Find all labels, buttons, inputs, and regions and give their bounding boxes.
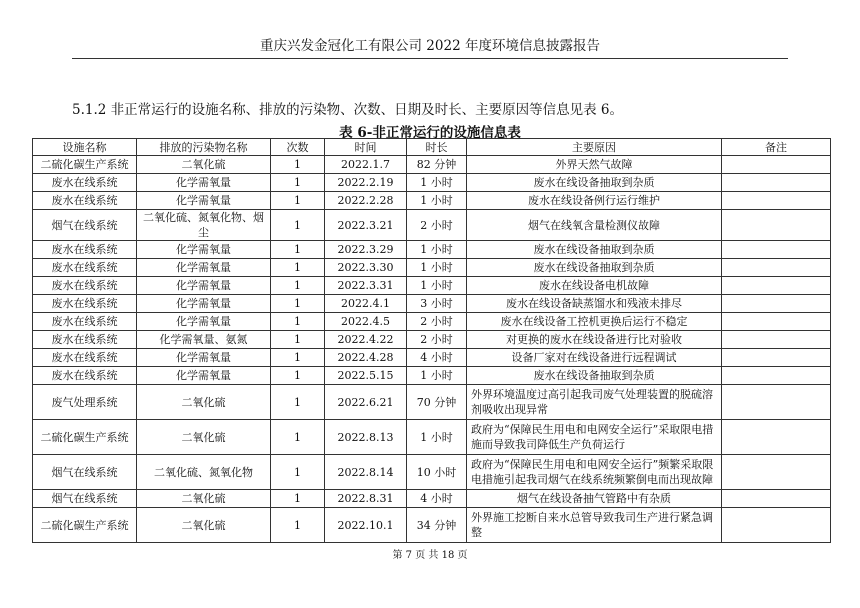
cell-reason: 设备厂家对在线设备进行远程调试 <box>467 349 722 367</box>
cell-pollutant: 二氧化硫 <box>137 156 271 174</box>
cell-date: 2022.6.21 <box>325 385 407 420</box>
cell-date: 2022.10.1 <box>325 508 407 543</box>
cell-duration: 2 小时 <box>407 313 467 331</box>
cell-duration: 1 小时 <box>407 367 467 385</box>
cell-reason: 外界环境温度过高引起我司废气处理装置的脱硫溶剂吸收出现异常 <box>467 385 722 420</box>
cell-pollutant: 化学需氧量 <box>137 367 271 385</box>
cell-date: 2022.2.19 <box>325 174 407 192</box>
cell-count: 1 <box>271 420 325 455</box>
header-divider <box>72 58 788 59</box>
cell-pollutant: 二氧化硫 <box>137 490 271 508</box>
cell-count: 1 <box>271 192 325 210</box>
table-row <box>33 455 831 490</box>
table-row <box>33 313 831 331</box>
cell-facility: 废水在线系统 <box>33 277 137 295</box>
cell-facility: 废水在线系统 <box>33 313 137 331</box>
cell-count: 1 <box>271 367 325 385</box>
table-row <box>33 508 831 543</box>
header-pollutant: 排放的污染物名称 <box>137 139 271 156</box>
cell-date: 2022.8.14 <box>325 455 407 490</box>
cell-count: 1 <box>271 455 325 490</box>
cell-facility: 烟气在线系统 <box>33 490 137 508</box>
page-header-title: 重庆兴发金冠化工有限公司 2022 年度环境信息披露报告 <box>260 38 600 54</box>
cell-date: 2022.4.22 <box>325 331 407 349</box>
cell-count: 1 <box>271 313 325 331</box>
cell-date: 2022.8.13 <box>325 420 407 455</box>
cell-date: 2022.3.30 <box>325 259 407 277</box>
cell-remarks <box>722 331 831 349</box>
cell-pollutant: 化学需氧量 <box>137 277 271 295</box>
cell-date: 2022.4.28 <box>325 349 407 367</box>
cell-pollutant: 化学需氧量 <box>137 313 271 331</box>
cell-duration: 1 小时 <box>407 277 467 295</box>
cell-duration: 82 分钟 <box>407 156 467 174</box>
table-row <box>33 192 831 210</box>
cell-facility: 烟气在线系统 <box>33 455 137 490</box>
cell-facility: 废水在线系统 <box>33 259 137 277</box>
cell-duration: 10 小时 <box>407 455 467 490</box>
table-row <box>33 210 831 241</box>
cell-pollutant: 化学需氧量 <box>137 349 271 367</box>
cell-remarks <box>722 156 831 174</box>
cell-date: 2022.3.31 <box>325 277 407 295</box>
table-row <box>33 349 831 367</box>
cell-remarks <box>722 313 831 331</box>
table-body <box>33 156 831 543</box>
cell-duration: 3 小时 <box>407 295 467 313</box>
cell-reason: 对更换的废水在线设备进行比对验收 <box>467 331 722 349</box>
cell-pollutant: 二氧化硫、氮氧化物、烟尘 <box>137 210 271 241</box>
cell-reason: 废水在线设备抽取到杂质 <box>467 174 722 192</box>
cell-remarks <box>722 295 831 313</box>
table-header-row <box>33 139 831 156</box>
cell-pollutant: 化学需氧量 <box>137 259 271 277</box>
cell-pollutant: 二氧化硫 <box>137 385 271 420</box>
table-row <box>33 259 831 277</box>
cell-facility: 烟气在线系统 <box>33 210 137 241</box>
header-facility: 设施名称 <box>33 139 137 156</box>
cell-remarks <box>722 349 831 367</box>
cell-pollutant: 二氧化硫 <box>137 508 271 543</box>
table-row <box>33 241 831 259</box>
cell-reason: 废水在线设备工控机更换后运行不稳定 <box>467 313 722 331</box>
cell-facility: 废水在线系统 <box>33 192 137 210</box>
cell-count: 1 <box>271 295 325 313</box>
header-duration: 时长 <box>407 139 467 156</box>
cell-facility: 废水在线系统 <box>33 241 137 259</box>
cell-remarks <box>722 367 831 385</box>
cell-facility: 废水在线系统 <box>33 367 137 385</box>
cell-duration: 1 小时 <box>407 241 467 259</box>
cell-reason: 外界天然气故障 <box>467 156 722 174</box>
cell-remarks <box>722 420 831 455</box>
cell-duration: 4 小时 <box>407 490 467 508</box>
cell-date: 2022.2.28 <box>325 192 407 210</box>
cell-duration: 70 分钟 <box>407 385 467 420</box>
cell-count: 1 <box>271 259 325 277</box>
cell-remarks <box>722 210 831 241</box>
table-row <box>33 385 831 420</box>
cell-date: 2022.5.15 <box>325 367 407 385</box>
cell-pollutant: 二氧化硫 <box>137 420 271 455</box>
cell-date: 2022.1.7 <box>325 156 407 174</box>
table-row <box>33 174 831 192</box>
cell-count: 1 <box>271 156 325 174</box>
header-remarks: 备注 <box>722 139 831 156</box>
cell-reason: 烟气在线设备抽气管路中有杂质 <box>467 490 722 508</box>
cell-pollutant: 二氧化硫、氮氧化物 <box>137 455 271 490</box>
cell-date: 2022.4.1 <box>325 295 407 313</box>
cell-duration: 1 小时 <box>407 192 467 210</box>
cell-facility: 废水在线系统 <box>33 174 137 192</box>
cell-duration: 2 小时 <box>407 210 467 241</box>
cell-duration: 4 小时 <box>407 349 467 367</box>
table-row <box>33 490 831 508</box>
abnormal-facilities-table <box>32 138 831 543</box>
page-footer: 第 7 页 共 18 页 <box>392 550 468 561</box>
cell-reason: 废水在线设备缺蒸馏水和残液未排尽 <box>467 295 722 313</box>
cell-reason: 废水在线设备抽取到杂质 <box>467 241 722 259</box>
cell-date: 2022.3.21 <box>325 210 407 241</box>
cell-remarks <box>722 277 831 295</box>
cell-remarks <box>722 259 831 277</box>
cell-count: 1 <box>271 349 325 367</box>
cell-facility: 二硫化碳生产系统 <box>33 156 137 174</box>
cell-remarks <box>722 241 831 259</box>
cell-facility: 废水在线系统 <box>33 331 137 349</box>
cell-facility: 二硫化碳生产系统 <box>33 420 137 455</box>
cell-reason: 废水在线设备电机故障 <box>467 277 722 295</box>
cell-duration: 1 小时 <box>407 174 467 192</box>
table-row <box>33 156 831 174</box>
cell-count: 1 <box>271 385 325 420</box>
cell-reason: 废水在线设备例行运行维护 <box>467 192 722 210</box>
cell-facility: 废气处理系统 <box>33 385 137 420</box>
table-row <box>33 277 831 295</box>
cell-reason: 废水在线设备抽取到杂质 <box>467 367 722 385</box>
table-row <box>33 420 831 455</box>
header-count: 次数 <box>271 139 325 156</box>
cell-pollutant: 化学需氧量、氨氮 <box>137 331 271 349</box>
cell-date: 2022.8.31 <box>325 490 407 508</box>
header-date: 时间 <box>325 139 407 156</box>
cell-duration: 34 分钟 <box>407 508 467 543</box>
cell-duration: 2 小时 <box>407 331 467 349</box>
cell-remarks <box>722 385 831 420</box>
cell-duration: 1 小时 <box>407 420 467 455</box>
cell-duration: 1 小时 <box>407 259 467 277</box>
cell-count: 1 <box>271 210 325 241</box>
cell-remarks <box>722 174 831 192</box>
table-row <box>33 367 831 385</box>
cell-count: 1 <box>271 508 325 543</box>
header-reason: 主要原因 <box>467 139 722 156</box>
cell-date: 2022.3.29 <box>325 241 407 259</box>
cell-remarks <box>722 490 831 508</box>
table-caption: 表 6-非正常运行的设施信息表 <box>339 125 521 141</box>
section-paragraph: 5.1.2 非正常运行的设施名称、排放的污染物、次数、日期及时长、主要原因等信息见表 6。 <box>72 102 624 118</box>
cell-count: 1 <box>271 331 325 349</box>
cell-reason: 烟气在线氧含量检测仪故障 <box>467 210 722 241</box>
cell-pollutant: 化学需氧量 <box>137 174 271 192</box>
cell-count: 1 <box>271 490 325 508</box>
cell-remarks <box>722 455 831 490</box>
cell-count: 1 <box>271 174 325 192</box>
cell-facility: 废水在线系统 <box>33 349 137 367</box>
cell-reason: 外界施工挖断自来水总管导致我司生产进行紧急调整 <box>467 508 722 543</box>
cell-reason: 政府为“保障民生用电和电网安全运行”采取限电措施而导致我司降低生产负荷运行 <box>467 420 722 455</box>
cell-reason: 政府为“保障民生用电和电网安全运行”频繁采取限电措施引起我司烟气在线系统频繁倒电而出现故障 <box>467 455 722 490</box>
table-row <box>33 295 831 313</box>
cell-facility: 废水在线系统 <box>33 295 137 313</box>
cell-reason: 废水在线设备抽取到杂质 <box>467 259 722 277</box>
cell-facility: 二硫化碳生产系统 <box>33 508 137 543</box>
cell-pollutant: 化学需氧量 <box>137 241 271 259</box>
cell-count: 1 <box>271 277 325 295</box>
cell-remarks <box>722 508 831 543</box>
table-row <box>33 331 831 349</box>
cell-date: 2022.4.5 <box>325 313 407 331</box>
cell-pollutant: 化学需氧量 <box>137 295 271 313</box>
cell-pollutant: 化学需氧量 <box>137 192 271 210</box>
cell-count: 1 <box>271 241 325 259</box>
cell-remarks <box>722 192 831 210</box>
